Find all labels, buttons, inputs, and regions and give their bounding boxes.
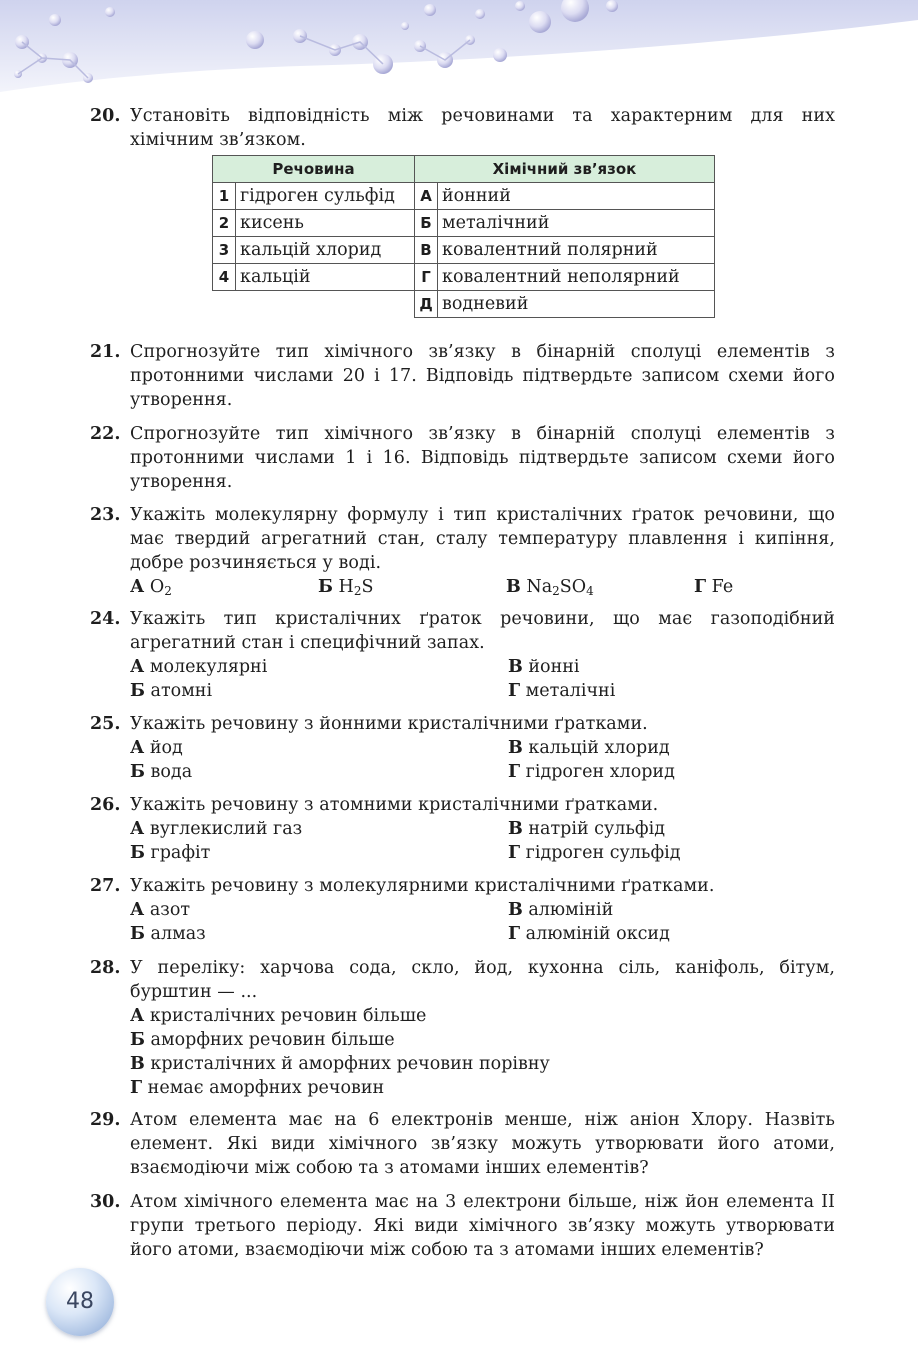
answer-option[interactable]: В кальцій хлорид xyxy=(508,738,670,758)
answer-option[interactable]: А $O_2$ xyxy=(130,577,172,598)
answer-option[interactable]: Г гідроген сульфід xyxy=(508,843,681,863)
question-20 xyxy=(90,104,835,152)
question-number: 28. xyxy=(90,958,121,978)
question-number: 23. xyxy=(90,505,121,525)
question-24 xyxy=(90,607,835,703)
question-text: Укажіть речовину з атомними кристалічними ґратками. xyxy=(130,795,659,815)
question-25 xyxy=(90,712,835,784)
answer-options xyxy=(130,1004,835,1100)
table-row xyxy=(213,210,715,237)
question-text: Атом елемента має на 6 електронів менше, ніж аніон Хлору. Назвіть елемент. Які види хімічного зв’язку можуть утворювати його атоми, взаємодіючи між собою та з атомами інших елементів? xyxy=(130,1110,835,1178)
row-key: 1 xyxy=(213,183,236,210)
answer-options xyxy=(130,655,835,703)
question-27 xyxy=(90,874,835,946)
table-header-bond: Хімічний зв’язок xyxy=(415,156,715,183)
answer-option[interactable]: Г немає аморфних речовин xyxy=(130,1078,385,1098)
row-value: кисень xyxy=(236,210,415,237)
row-value: водневий xyxy=(438,291,715,318)
row-key: Г xyxy=(415,264,438,291)
question-text: Укажіть молекулярну формулу і тип кристалічних ґраток речовини, що має твердий агрегатний стан, сталу температуру плавлення і кипіння, добре розчиняється у воді. xyxy=(130,505,835,573)
answer-option[interactable]: Б атомні xyxy=(130,681,213,701)
answer-option[interactable]: А йод xyxy=(130,738,183,758)
table-row xyxy=(213,183,715,210)
answer-option[interactable]: Б вода xyxy=(130,762,193,782)
question-number: 20. xyxy=(90,106,121,126)
answer-option[interactable]: В алюміній xyxy=(508,900,614,920)
question-number: 26. xyxy=(90,795,121,815)
question-text: Укажіть речовину з молекулярними кристалічними ґратками. xyxy=(130,876,715,896)
question-text: Укажіть речовину з йонними кристалічними ґратками. xyxy=(130,714,648,734)
table-row xyxy=(213,291,715,318)
question-21 xyxy=(90,340,835,412)
question-text: Укажіть тип кристалічних ґраток речовини, що має газоподібний агрегатний стан і специфічний запах. xyxy=(130,609,835,653)
answer-options xyxy=(130,898,835,946)
row-value: кальцій хлорид xyxy=(236,237,415,264)
row-value: ковалентний неполярний xyxy=(438,264,715,291)
row-key: Д xyxy=(415,291,438,318)
question-number: 27. xyxy=(90,876,121,896)
answer-option[interactable]: Г Fe xyxy=(694,577,734,597)
answer-option[interactable]: В $Na_2SO_4$ xyxy=(506,577,594,598)
answer-option[interactable]: Б $H_2S$ xyxy=(318,577,374,598)
question-text: У переліку: харчова сода, скло, йод, кухонна сіль, каніфоль, бітум, бурштин — ... xyxy=(130,958,835,1002)
question-23 xyxy=(90,503,835,599)
answer-options xyxy=(130,575,835,599)
answer-option[interactable]: А кристалічних речовин більше xyxy=(130,1006,427,1026)
question-number: 22. xyxy=(90,424,121,444)
question-text: Атом хімічного елемента має на 3 електрони більше, ніж йон елемента ІІ групи третього періоду. Які види хімічного зв’язку можуть утворювати його атоми, взаємодіючи між собою та з атомами інших елементів? xyxy=(130,1192,835,1260)
question-29 xyxy=(90,1108,835,1180)
question-26 xyxy=(90,793,835,865)
row-key: Б xyxy=(415,210,438,237)
answer-option[interactable]: Б алмаз xyxy=(130,924,206,944)
question-text: Спрогнозуйте тип хімічного зв’язку в бінарній сполуці елементів з протонними числами 20 і 17. Відповідь підтвердьте записом схеми його утворення. xyxy=(130,342,835,410)
answer-options xyxy=(130,736,835,784)
row-value: йонний xyxy=(438,183,715,210)
answer-option[interactable]: А молекулярні xyxy=(130,657,268,677)
question-text: Установіть відповідність між речовинами та характерним для них хімічним зв’язком. xyxy=(130,106,835,150)
answer-option[interactable]: Б аморфних речовин більше xyxy=(130,1030,395,1050)
answer-option[interactable]: В кристалічних й аморфних речовин порівну xyxy=(130,1054,550,1074)
question-number: 29. xyxy=(90,1110,121,1130)
page-number: 48 xyxy=(66,1289,94,1314)
question-text: Спрогнозуйте тип хімічного зв’язку в бінарній сполуці елементів з протонними числами 1 і 16. Відповідь підтвердьте записом схеми його утворення. xyxy=(130,424,835,492)
answer-option[interactable]: Г алюміній оксид xyxy=(508,924,670,944)
row-value: металічний xyxy=(438,210,715,237)
row-value: ковалентний полярний xyxy=(438,237,715,264)
answer-option[interactable]: В натрій сульфід xyxy=(508,819,665,839)
question-number: 21. xyxy=(90,342,121,362)
row-value: гідроген сульфід xyxy=(236,183,415,210)
question-number: 24. xyxy=(90,609,121,629)
row-key: 3 xyxy=(213,237,236,264)
row-key: 4 xyxy=(213,264,236,291)
answer-option[interactable]: Г гідроген хлорид xyxy=(508,762,675,782)
table-row xyxy=(213,237,715,264)
row-key: В xyxy=(415,237,438,264)
answer-option[interactable]: А азот xyxy=(130,900,191,920)
answer-option[interactable]: Б графіт xyxy=(130,843,211,863)
table-header-substance: Речовина xyxy=(213,156,415,183)
answer-option[interactable]: Г металічні xyxy=(508,681,616,701)
answer-option[interactable]: А вуглекислий газ xyxy=(130,819,303,839)
question-22 xyxy=(90,422,835,494)
page-number-badge xyxy=(46,1268,114,1336)
matching-table xyxy=(212,155,715,318)
row-key: А xyxy=(415,183,438,210)
question-30 xyxy=(90,1190,835,1262)
question-number: 30. xyxy=(90,1192,121,1212)
question-28 xyxy=(90,956,835,1100)
question-number: 25. xyxy=(90,714,121,734)
table-row xyxy=(213,264,715,291)
answer-options xyxy=(130,817,835,865)
row-value: кальцій xyxy=(236,264,415,291)
answer-option[interactable]: В йонні xyxy=(508,657,580,677)
row-key: 2 xyxy=(213,210,236,237)
